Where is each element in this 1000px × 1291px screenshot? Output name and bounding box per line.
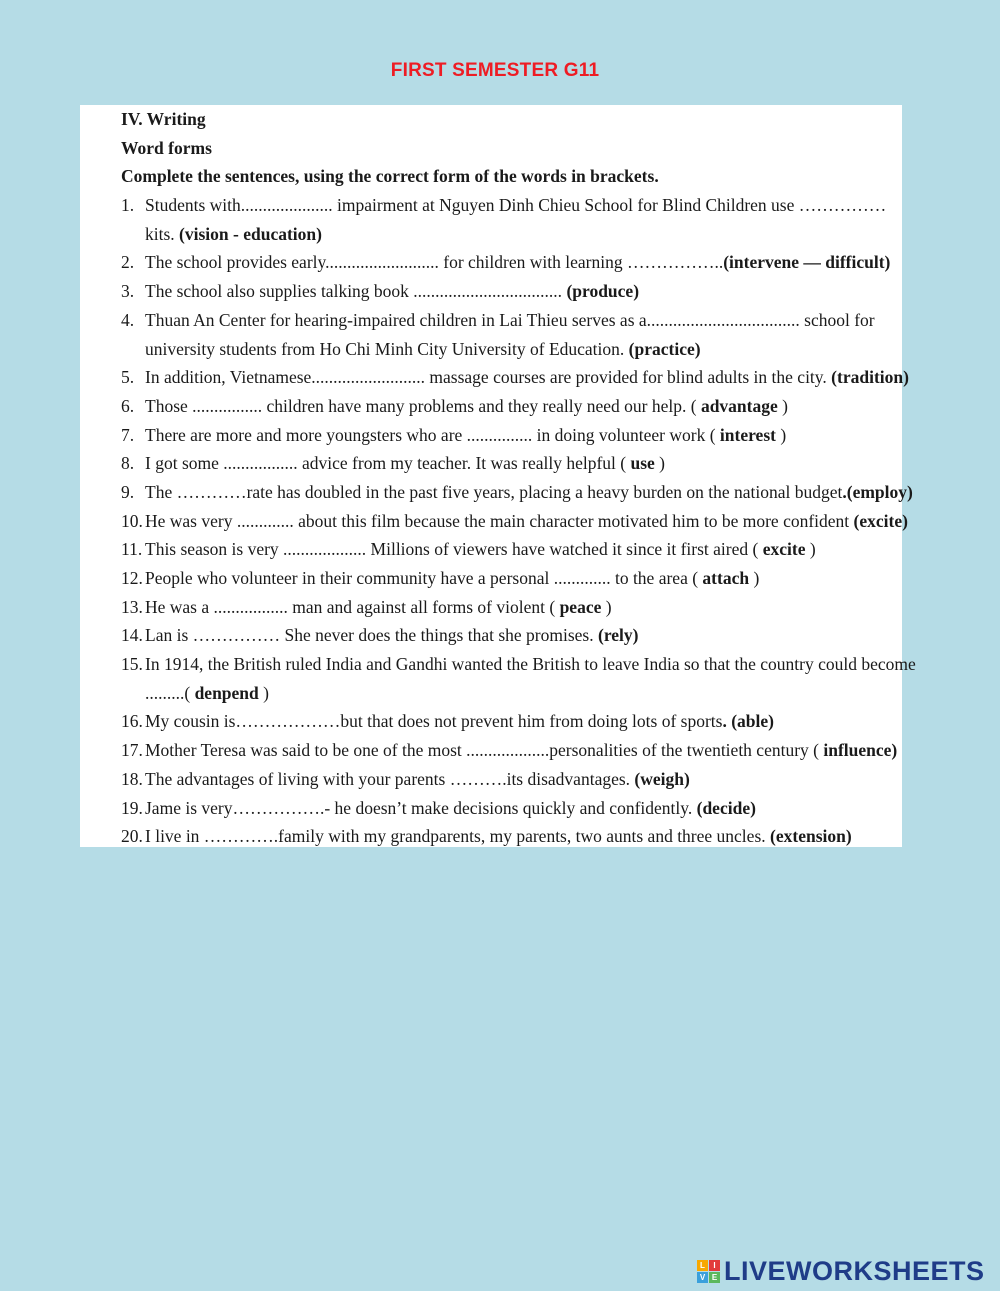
item-text: He was very ............. about this film because the main character motivated him to be more confident [145, 510, 854, 531]
item-text: The school also supplies talking book .................................. [145, 281, 567, 302]
word-hint: use [630, 453, 655, 474]
word-hint: (produce) [566, 281, 640, 302]
item-number: 5. [121, 367, 135, 388]
item-number: 2. [121, 252, 135, 273]
exercise-line [121, 765, 891, 794]
item-text: .........( [145, 682, 195, 703]
item-text: The …………rate has doubled in the past five years, placing a heavy burden on the national budget [145, 481, 843, 502]
exercise-line [121, 650, 916, 679]
item-suffix: ) [775, 424, 787, 445]
exercise-line [121, 248, 891, 277]
item-text: Thuan An Center for hearing-impaired children in Lai Thieu serves as a................................... school for [145, 309, 875, 330]
item-number: 18. [121, 768, 143, 789]
exercise-line [121, 736, 898, 765]
item-text: There are more and more youngsters who are ............... in doing volunteer work ( [145, 424, 720, 445]
subsection-heading: Word forms [121, 137, 212, 158]
item-number: 11. [121, 539, 143, 560]
exercise-line [121, 507, 908, 536]
word-hint: (rely) [598, 625, 639, 646]
item-text: In 1914, the British ruled India and Gandhi wanted the British to leave India so that the country could become [145, 654, 916, 675]
liveworksheets-logo [697, 1254, 985, 1288]
exercise-line [121, 306, 891, 335]
word-hint: (excite) [853, 510, 908, 531]
word-hint: influence) [823, 740, 898, 761]
word-hint: advantage [700, 395, 778, 416]
word-hint: (practice) [628, 338, 701, 359]
item-suffix: ) [258, 682, 269, 703]
item-text: He was a ................. man and against all forms of violent ( [145, 596, 560, 617]
item-text: Lan is …………… She never does the things that she promises. [145, 625, 598, 646]
item-text: Students with..................... impairment at Nguyen Dinh Chieu School for Blind Children use …………… [145, 195, 887, 216]
item-number: 1. [121, 195, 135, 216]
logo-letter-i: I [709, 1260, 720, 1271]
exercise-line [121, 392, 891, 421]
word-hint: (extension) [770, 826, 852, 847]
word-hint: (intervene — difficult) [723, 252, 891, 273]
word-hint: (tradition) [831, 367, 909, 388]
item-number: 7. [121, 424, 135, 445]
item-text: This season is very ................... Millions of viewers have watched it since it first aired ( [145, 539, 763, 560]
exercise-line [121, 564, 891, 593]
exercise-line [121, 220, 891, 249]
logo-icon [697, 1260, 720, 1283]
logo-letter-e: E [709, 1272, 720, 1283]
exercise-line [121, 822, 891, 851]
item-text: The school provides early.......................... for children with learning …………….. [145, 252, 724, 273]
item-text: Jame is very…………….- he doesn’t make decisions quickly and confidently. [145, 797, 697, 818]
item-text: In addition, Vietnamese.......................... massage courses are provided for blind adults in the city. [145, 367, 832, 388]
word-hint: excite [762, 539, 806, 560]
exercise-line [121, 535, 891, 564]
exercise-line [121, 421, 891, 450]
instruction: Complete the sentences, using the correct form of the words in brackets. [121, 166, 659, 187]
item-number: 9. [121, 481, 135, 502]
word-hint: (weigh) [634, 768, 690, 789]
item-number: 14. [121, 625, 143, 646]
exercise-line [121, 794, 891, 823]
word-hint: (vision - education) [179, 223, 322, 244]
item-text: kits. [145, 223, 180, 244]
worksheet-content [121, 105, 916, 851]
word-hint: interest [719, 424, 776, 445]
item-number: 20. [121, 826, 143, 847]
item-text: university students from Ho Chi Minh City University of Education. [145, 338, 629, 359]
exercise-line [121, 621, 891, 650]
item-number: 3. [121, 281, 135, 302]
exercise-line [121, 277, 891, 306]
item-number: 6. [121, 395, 135, 416]
logo-text: LIVEWORKSHEETS [724, 1255, 985, 1286]
word-hint: peace [559, 596, 602, 617]
exercise-line [121, 449, 891, 478]
logo-letter-v: V [697, 1272, 708, 1283]
item-number: 13. [121, 596, 143, 617]
exercise-line [121, 593, 891, 622]
word-hint: attach [702, 568, 750, 588]
item-text: People who volunteer in their community have a personal ............. to the area ( [145, 568, 703, 588]
item-number: 10. [121, 510, 143, 531]
word-hint: . (able) [722, 711, 774, 732]
word-hint: (decide) [696, 797, 756, 818]
section-heading: IV. Writing [121, 109, 206, 129]
item-suffix: ) [777, 395, 788, 416]
exercise-list [121, 191, 916, 851]
item-suffix: ) [805, 539, 816, 560]
item-number: 17. [121, 740, 143, 761]
item-suffix: ) [654, 453, 665, 474]
item-suffix: ) [601, 596, 612, 617]
item-text: Those ................ children have many problems and they really need our help. ( [145, 395, 701, 416]
exercise-line [121, 191, 891, 220]
item-suffix: ) [749, 568, 760, 588]
item-text: I live in ………….family with my grandparents, my parents, two aunts and three uncles. [145, 826, 771, 847]
exercise-line [121, 679, 891, 708]
exercise-line [121, 478, 913, 507]
item-number: 19. [121, 797, 143, 818]
word-hint: .(employ) [842, 481, 913, 502]
logo-letter-l: L [697, 1260, 708, 1271]
item-number: 4. [121, 309, 135, 330]
word-hint: denpend [194, 682, 259, 703]
item-number: 15. [121, 654, 143, 675]
item-text: Mother Teresa was said to be one of the most ...................personalities of the twentieth century ( [145, 740, 824, 761]
item-number: 16. [121, 711, 143, 732]
worksheet-image [80, 105, 916, 847]
item-text: The advantages of living with your parents ……….its disadvantages. [145, 768, 635, 789]
item-text: I got some ................. advice from my teacher. It was really helpful ( [145, 453, 631, 474]
item-text: My cousin is………………but that does not prevent him from doing lots of sports [145, 711, 723, 732]
item-number: 12. [121, 568, 143, 588]
exercise-line [121, 335, 891, 364]
item-number: 8. [121, 453, 135, 474]
exercise-line [121, 363, 909, 392]
page-title: FIRST SEMESTER G11 [390, 60, 600, 81]
exercise-line [121, 707, 891, 736]
